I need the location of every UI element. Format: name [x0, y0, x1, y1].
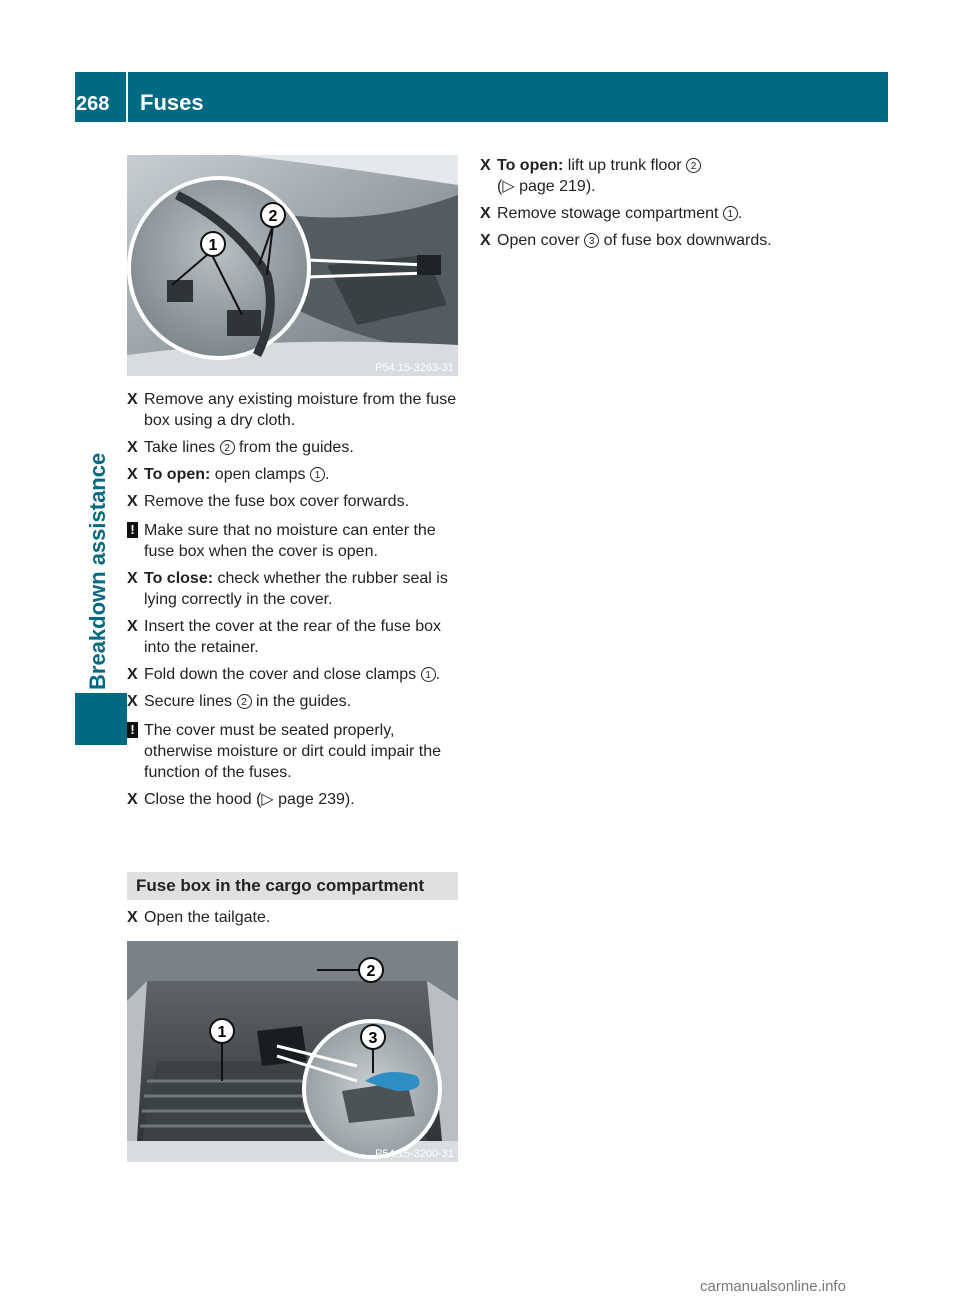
callout-ref-2: 2: [237, 694, 252, 709]
step-marker-icon: X: [127, 618, 138, 635]
step-marker-icon: X: [127, 466, 138, 483]
warning-note-moisture: ! Make sure that no moisture can enter the fuse box when the cover is open.: [127, 520, 462, 562]
step-close-check-seal: X To close: check whether the rubber seal is lying correctly in the cover.: [127, 570, 448, 608]
section-subheading: Fuse box in the cargo compartment: [127, 872, 458, 900]
step-marker-icon: X: [480, 232, 491, 249]
figure-code: P54.15-3263-31: [375, 362, 454, 374]
step-fold-down-cover: X Fold down the cover and close clamps 1 .: [127, 666, 441, 683]
side-tab-marker: [75, 693, 127, 745]
step-open-fuse-cover: X Open cover 3 of fuse box downwards.: [480, 232, 772, 249]
step-lift-trunk-floor: X To open: lift up trunk floor 2 (▷ page 219).: [480, 155, 880, 197]
step-marker-icon: X: [480, 205, 491, 222]
callout-ref-1: 1: [723, 206, 738, 221]
step-marker-icon: X: [127, 570, 138, 587]
figure-code: P54.15-3200-31: [375, 1148, 454, 1160]
step-marker-icon: X: [127, 493, 138, 510]
step-open-tailgate-text: X Open the tailgate.: [127, 909, 271, 926]
step-open-clamps: X To open: open clamps 1 .: [127, 466, 330, 483]
engine-compartment-illustration: [127, 155, 458, 376]
callout-3-label: 3: [368, 1030, 378, 1047]
page-title: Fuses: [140, 90, 204, 115]
callout-ref-2: 2: [686, 158, 701, 173]
page-number: 268: [76, 93, 110, 115]
callout-ref-1: 1: [310, 467, 325, 482]
step-marker-icon: X: [127, 391, 138, 408]
step-remove-stowage: X Remove stowage compartment 1 .: [480, 205, 743, 222]
step-marker-icon: X: [127, 439, 138, 456]
cargo-compartment-illustration: [127, 941, 458, 1162]
header-divider: [126, 72, 128, 122]
warning-note-cover-seated: ! The cover must be seated properly, otherwise moisture or dirt could impair the function of the fuses.: [127, 720, 462, 783]
cargo-fuse-box-figure: [127, 941, 458, 1162]
warning-icon: !: [127, 522, 138, 538]
step-remove-cover: X Remove the fuse box cover forwards.: [127, 493, 410, 510]
step-marker-icon: X: [127, 791, 138, 808]
side-section-label: Breakdown assistance: [85, 452, 110, 690]
callout-1-label: 1: [208, 237, 218, 254]
step-marker-icon: X: [127, 693, 138, 710]
step-marker-icon: X: [127, 909, 138, 926]
step-secure-lines: X Secure lines 2 in the guides.: [127, 693, 352, 710]
callout-ref-3: 3: [584, 233, 599, 248]
right-column: [480, 155, 880, 257]
callout-2-label: 2: [366, 963, 376, 980]
step-marker-icon: X: [127, 666, 138, 683]
left-column: [127, 389, 462, 816]
step-remove-moisture: X Remove any existing moisture from the fuse box using a dry cloth.: [127, 391, 457, 429]
step-take-lines: X Take lines 2 from the guides.: [127, 439, 354, 456]
step-close-hood: X Close the hood (▷ page 239).: [127, 791, 355, 808]
callout-2-label: 2: [268, 208, 278, 225]
warning-icon: !: [127, 722, 138, 738]
engine-fuse-box-figure: [127, 155, 458, 376]
step-marker-icon: X: [480, 157, 491, 174]
step-open-tailgate: [127, 907, 462, 934]
callout-ref-1: 1: [421, 667, 436, 682]
callout-ref-2: 2: [220, 440, 235, 455]
step-insert-cover: X Insert the cover at the rear of the fuse box into the retainer.: [127, 618, 442, 656]
watermark: carmanualsonline.info: [700, 1278, 846, 1295]
callout-1-label: 1: [217, 1024, 227, 1041]
